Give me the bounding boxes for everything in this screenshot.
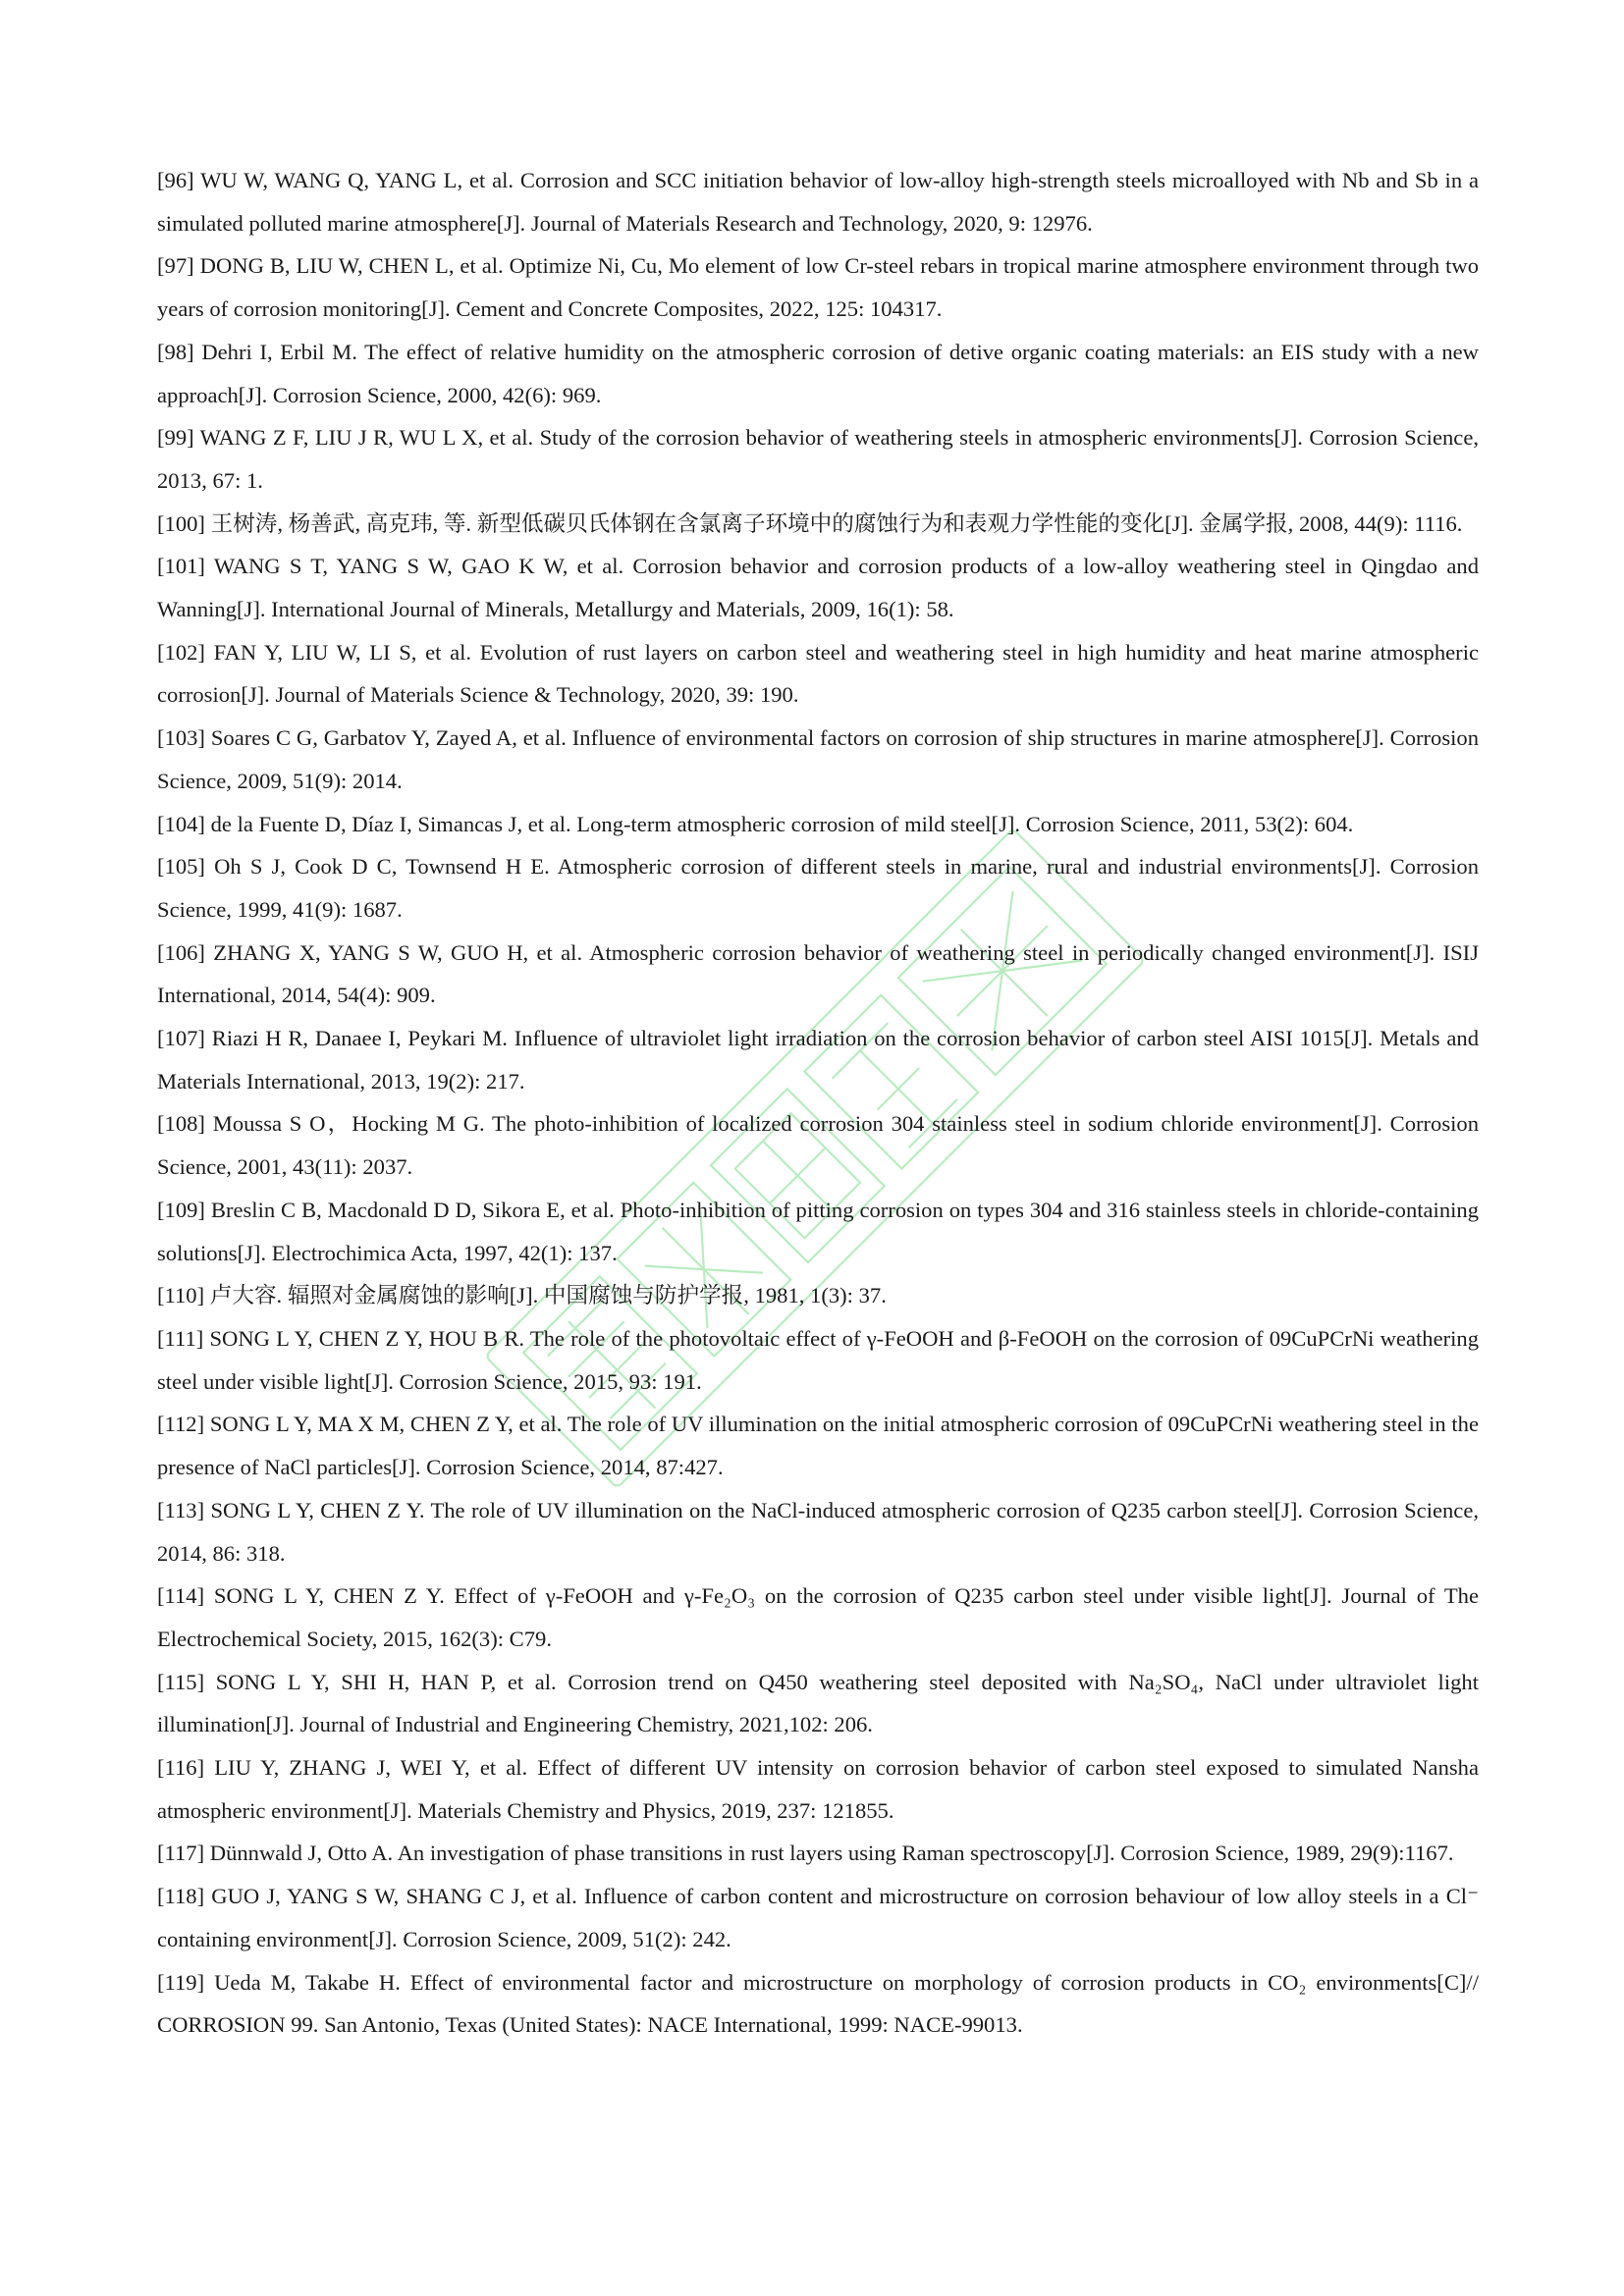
reference-text: SONG L Y, CHEN Z Y. Effect of γ-FeOOH and γ-Fe₂O₃ on the corrosion of Q235 carbon steel under visible light[J]. Journal of The Electrochemical Society, 2015, 162(3): C79. <box>157 1583 1479 1651</box>
reference-text: SONG L Y, CHEN Z Y. The role of UV illumination on the NaCl-induced atmospheric corrosion of Q235 carbon steel[J]. Corrosion Science, 2014, 86: 318. <box>157 1497 1479 1566</box>
reference-number: [102] <box>157 639 205 665</box>
reference-text: SONG L Y, MA X M, CHEN Z Y, et al. The role of UV illumination on the initial atmospheric corrosion of 09CuPCrNi weathering steel in the presence of NaCl particles[J]. Corrosion Science, 2014, 87:427. <box>157 1412 1480 1480</box>
reference-number: [96] <box>157 168 194 192</box>
reference-item <box>157 1661 1479 1746</box>
reference-text: Oh S J, Cook D C, Townsend H E. Atmospheric corrosion of different steels in marine, rural and industrial environments[J]. Corrosion Science, 1999, 41(9): 1687. <box>157 854 1479 922</box>
reference-item <box>157 845 1479 931</box>
reference-list <box>157 159 1479 2047</box>
reference-item <box>157 717 1479 802</box>
reference-item <box>157 1274 1479 1317</box>
reference-number: [106] <box>157 939 205 965</box>
reference-number: [109] <box>157 1197 205 1222</box>
reference-text: de la Fuente D, Díaz I, Simancas J, et al. Long-term atmospheric corrosion of mild steel[J]. Corrosion Science, 2011, 53(2): 604. <box>210 811 1354 836</box>
reference-text: 卢大容. 辐照对金属腐蚀的影响[J]. 中国腐蚀与防护学报, 1981, 1(3): 37. <box>209 1283 887 1308</box>
reference-number: [103] <box>157 725 205 751</box>
reference-item <box>157 244 1479 330</box>
reference-number: [119] <box>157 1969 205 1995</box>
reference-number: [98] <box>157 339 194 364</box>
reference-number: [107] <box>157 1026 205 1051</box>
reference-number: [101] <box>157 554 205 579</box>
reference-item <box>157 1403 1479 1488</box>
reference-number: [110] <box>157 1283 205 1308</box>
reference-text: DONG B, LIU W, CHEN L, et al. Optimize Ni, Cu, Mo element of low Cr-steel rebars in tropical marine atmosphere environment through two years of corrosion monitoring[J]. Cement and Concrete Composites, 2022, 125: 104317. <box>157 253 1479 322</box>
reference-text: Ueda M, Takabe H. Effect of environmental factor and microstructure on morphology of corrosion products in CO₂ environments[C]// CORROSION 99. San Antonio, Texas (United States): NACE International, 1999: NACE-99013. <box>157 1969 1479 2038</box>
reference-text: SONG L Y, CHEN Z Y, HOU B R. The role of the photovoltaic effect of γ-FeOOH and β-FeOOH on the corrosion of 09CuPCrNi weathering steel under visible light[J]. Corrosion Science, 2015, 93: 191. <box>157 1325 1479 1394</box>
reference-item <box>157 1017 1479 1102</box>
reference-text: Soares C G, Garbatov Y, Zayed A, et al. Influence of environmental factors on corrosion of ship structures in marine atmosphere[J]. Corrosion Science, 2009, 51(9): 2014. <box>157 725 1479 793</box>
reference-number: [115] <box>157 1669 205 1694</box>
reference-number: [97] <box>157 253 194 279</box>
reference-text: Moussa S O，Hocking M G. The photo-inhibition of localized corrosion 304 stainless steel in sodium chloride environment[J]. Corrosion Science, 2001, 43(11): 2037. <box>157 1111 1479 1180</box>
reference-number: [117] <box>157 1841 205 1866</box>
reference-number: [104] <box>157 811 205 836</box>
reference-number: [112] <box>157 1412 205 1437</box>
reference-item <box>157 1189 1479 1274</box>
reference-text: Breslin C B, Macdonald D D, Sikora E, et al. Photo-inhibition of pitting corrosion on types 304 and 316 stainless steels in chloride-containing solutions[J]. Electrochimica Acta, 1997, 42(1): 137. <box>157 1197 1479 1265</box>
reference-item <box>157 631 1479 717</box>
reference-item <box>157 1317 1479 1403</box>
reference-text: ZHANG X, YANG S W, GUO H, et al. Atmospheric corrosion behavior of weathering steel in periodically changed environment[J]. ISIJ International, 2014, 54(4): 909. <box>157 939 1480 1008</box>
reference-text: LIU Y, ZHANG J, WEI Y, et al. Effect of different UV intensity on corrosion behavior of carbon steel exposed to simulated Nansha atmospheric environment[J]. Materials Chemistry and Physics, 2019, 237: 121855. <box>157 1755 1479 1823</box>
reference-text: WU W, WANG Q, YANG L, et al. Corrosion and SCC initiation behavior of low-alloy high-strength steels microalloyed with Nb and Sb in a simulated polluted marine atmosphere[J]. Journal of Materials Research and Technology, 2020, 9: 12976. <box>157 168 1479 236</box>
reference-item <box>157 932 1479 1017</box>
reference-item <box>157 545 1479 630</box>
reference-text: SONG L Y, SHI H, HAN P, et al. Corrosion trend on Q450 weathering steel deposited with Na₂SO₄, NaCl under ultraviolet light illumination[J]. Journal of Industrial and Engineering Chemistry, 2021,102: 206. <box>157 1669 1479 1737</box>
reference-number: [100] <box>157 510 205 536</box>
reference-item <box>157 331 1479 416</box>
reference-number: [113] <box>157 1497 205 1522</box>
reference-item <box>157 1102 1479 1188</box>
reference-number: [118] <box>157 1884 205 1909</box>
reference-text: GUO J, YANG S W, SHANG C J, et al. Influence of carbon content and microstructure on corrosion behaviour of low alloy steels in a Cl⁻ containing environment[J]. Corrosion Science, 2009, 51(2): 242. <box>157 1884 1479 1951</box>
reference-item <box>157 503 1479 546</box>
reference-number: [105] <box>157 854 205 880</box>
reference-item <box>157 803 1479 846</box>
reference-text: 王树涛, 杨善武, 高克玮, 等. 新型低碳贝氏体钢在含氯离子环境中的腐蚀行为和表观力学性能的变化[J]. 金属学报, 2008, 44(9): 1116. <box>210 510 1463 536</box>
reference-text: FAN Y, LIU W, LI S, et al. Evolution of rust layers on carbon steel and weathering steel in high humidity and heat marine atmospheric corrosion[J]. Journal of Materials Science & Technology, 2020, 39: 190. <box>157 639 1479 708</box>
reference-number: [114] <box>157 1583 205 1609</box>
reference-item <box>157 1832 1479 1875</box>
reference-item <box>157 1746 1479 1832</box>
reference-number: [116] <box>157 1755 205 1781</box>
reference-number: [108] <box>157 1111 205 1137</box>
reference-number: [99] <box>157 425 194 451</box>
reference-item <box>157 416 1479 502</box>
reference-text: Dehri I, Erbil M. The effect of relative humidity on the atmospheric corrosion of detive organic coating materials: an EIS study with a new approach[J]. Corrosion Science, 2000, 42(6): 969. <box>157 339 1479 407</box>
reference-text: Dünnwald J, Otto A. An investigation of phase transitions in rust layers using Raman spectroscopy[J]. Corrosion Science, 1989, 29(9):1167. <box>209 1841 1454 1866</box>
reference-item <box>157 159 1479 244</box>
reference-item <box>157 1875 1479 1960</box>
reference-number: [111] <box>157 1325 204 1351</box>
reference-item <box>157 1489 1479 1575</box>
reference-text: Riazi H R, Danaee I, Peykari M. Influence of ultraviolet light irradiation on the corrosion behavior of carbon steel AISI 1015[J]. Metals and Materials International, 2013, 19(2): 217. <box>157 1026 1479 1094</box>
reference-text: WANG Z F, LIU J R, WU L X, et al. Study of the corrosion behavior of weathering steels in atmospheric environments[J]. Corrosion Science, 2013, 67: 1. <box>157 425 1479 493</box>
reference-item <box>157 1961 1479 2047</box>
reference-text: WANG S T, YANG S W, GAO K W, et al. Corrosion behavior and corrosion products of a low-alloy weathering steel in Qingdao and Wanning[J]. International Journal of Minerals, Metallurgy and Materials, 2009, 16(1): 58. <box>157 554 1479 622</box>
reference-item <box>157 1575 1479 1660</box>
